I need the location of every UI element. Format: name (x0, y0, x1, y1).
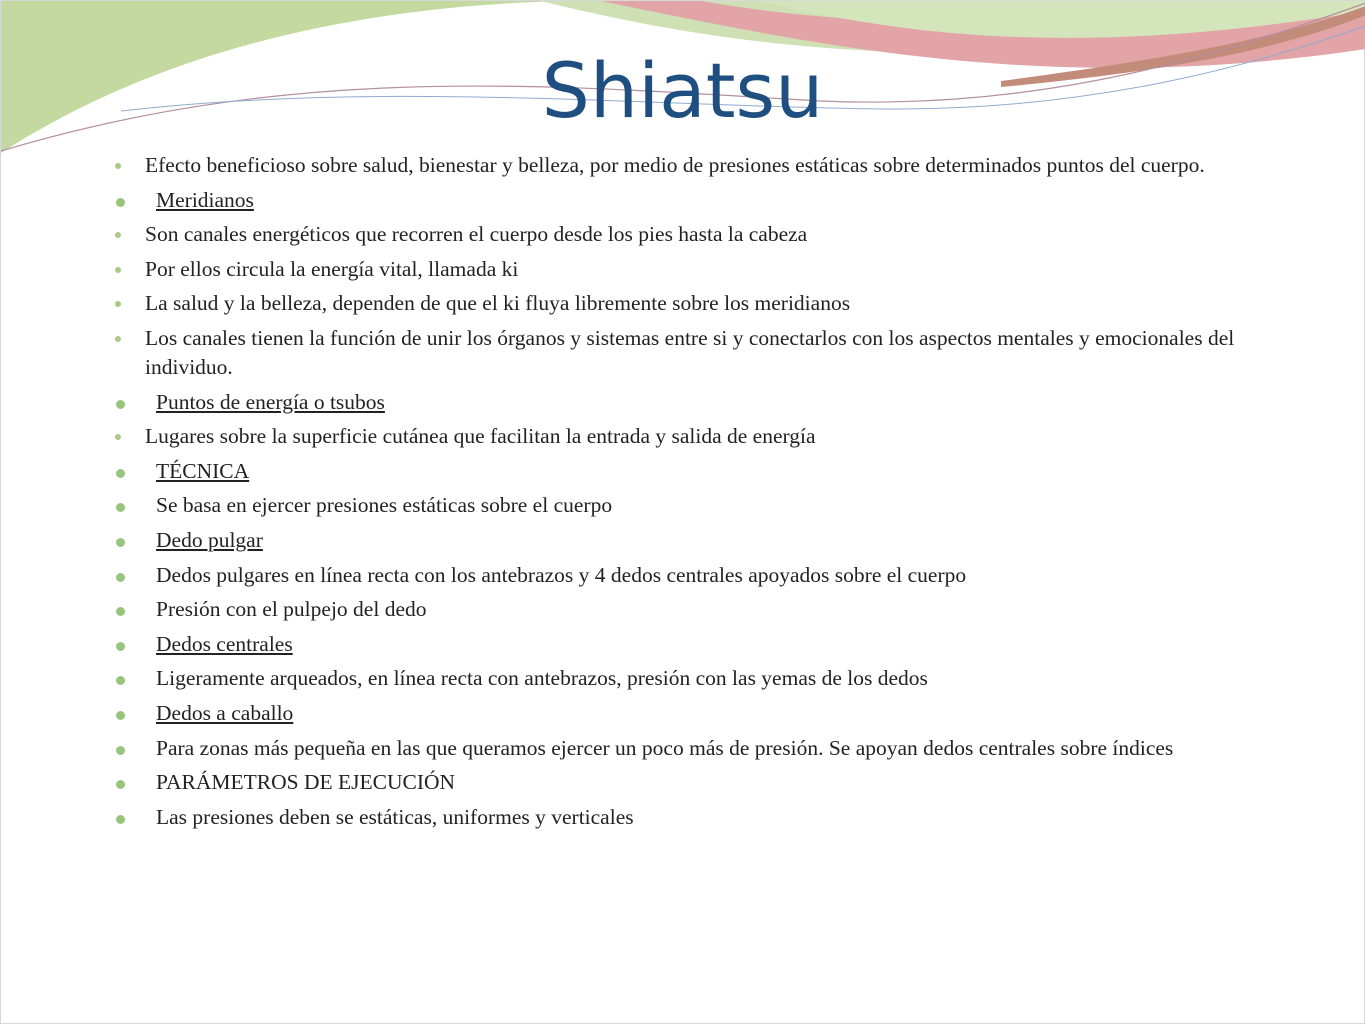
bullet-text: Son canales energéticos que recorren el cuerpo desde los pies hasta la cabeza (145, 222, 808, 247)
bullet-dot (116, 469, 125, 478)
bullet-text: Lugares sobre la superficie cutánea que facilitan la entrada y salida de energía (145, 424, 816, 449)
bullet-text: La salud y la belleza, dependen de que el ki fluya libremente sobre los meridianos (145, 291, 851, 316)
bullet-text: Dedos a caballo (156, 700, 294, 725)
bullet-dot (116, 815, 125, 824)
bullet-dot (115, 301, 121, 307)
bullet-heading (114, 630, 1264, 659)
bullet-dot (116, 711, 125, 720)
bullet-heading (114, 186, 1264, 215)
bullet-item (114, 561, 1264, 590)
bullet-item (114, 768, 1264, 797)
bullet-heading (114, 388, 1264, 417)
bullet-item (114, 803, 1264, 832)
bullet-dot (116, 676, 125, 685)
bullet-item (114, 151, 1264, 180)
bullet-heading (114, 526, 1264, 555)
bullet-text: Las presiones deben se estáticas, uniformes y verticales (156, 804, 634, 829)
bullet-dot (115, 267, 121, 273)
bullet-item (114, 255, 1264, 284)
bullet-item (114, 422, 1264, 451)
bullet-dot (115, 336, 121, 342)
bullet-heading (114, 457, 1264, 486)
bullet-item (114, 734, 1264, 763)
bullet-text: TÉCNICA (156, 458, 250, 483)
bullet-item (114, 664, 1264, 693)
bullet-text: Los canales tienen la función de unir los órganos y sistemas entre si y conectarlos con los aspectos mentales y emocionales del individuo. (145, 325, 1235, 379)
bullet-list (114, 151, 1264, 837)
bullet-dot (116, 642, 125, 651)
bullet-item (114, 289, 1264, 318)
bullet-dot (116, 607, 125, 616)
bullet-text: Ligeramente arqueados, en línea recta con antebrazos, presión con las yemas de los dedos (156, 666, 928, 691)
bullet-item (114, 595, 1264, 624)
bullet-dot (116, 746, 125, 755)
bullet-dot (116, 400, 125, 409)
bullet-text: PARÁMETROS DE EJECUCIÓN (156, 770, 456, 795)
bullet-item (114, 491, 1264, 520)
bullet-text: Por ellos circula la energía vital, llamada ki (145, 256, 519, 281)
bullet-dot (115, 232, 121, 238)
bullet-text: Efecto beneficioso sobre salud, bienestar y belleza, por medio de presiones estáticas sobre determinados puntos del cuerpo. (145, 153, 1205, 177)
bullet-dot (116, 780, 125, 789)
bullet-text: Se basa en ejercer presiones estáticas sobre el cuerpo (156, 493, 613, 518)
bullet-text: Para zonas más pequeña en las que queramos ejercer un poco más de presión. Se apoyan dedos centrales sobre índices (156, 735, 1174, 760)
bullet-item (114, 324, 1264, 382)
bullet-dot (116, 198, 125, 207)
bullet-item (114, 220, 1264, 249)
slide-title: Shiatsu (541, 46, 824, 135)
bullet-dot (116, 573, 125, 582)
bullet-dot (116, 538, 125, 547)
bullet-dot (115, 163, 121, 169)
bullet-dot (115, 434, 121, 440)
bullet-text: Presión con el pulpejo del dedo (156, 597, 427, 622)
bullet-dot (116, 503, 125, 512)
bullet-text: Dedos centrales (156, 631, 293, 656)
bullet-text: Dedo pulgar (156, 527, 263, 552)
bullet-heading (114, 699, 1264, 728)
bullet-text: Puntos de energía o tsubos (156, 389, 385, 414)
bullet-text: Dedos pulgares en línea recta con los antebrazos y 4 dedos centrales apoyados sobre el cuerpo (156, 562, 967, 587)
bullet-text: Meridianos (156, 187, 254, 212)
